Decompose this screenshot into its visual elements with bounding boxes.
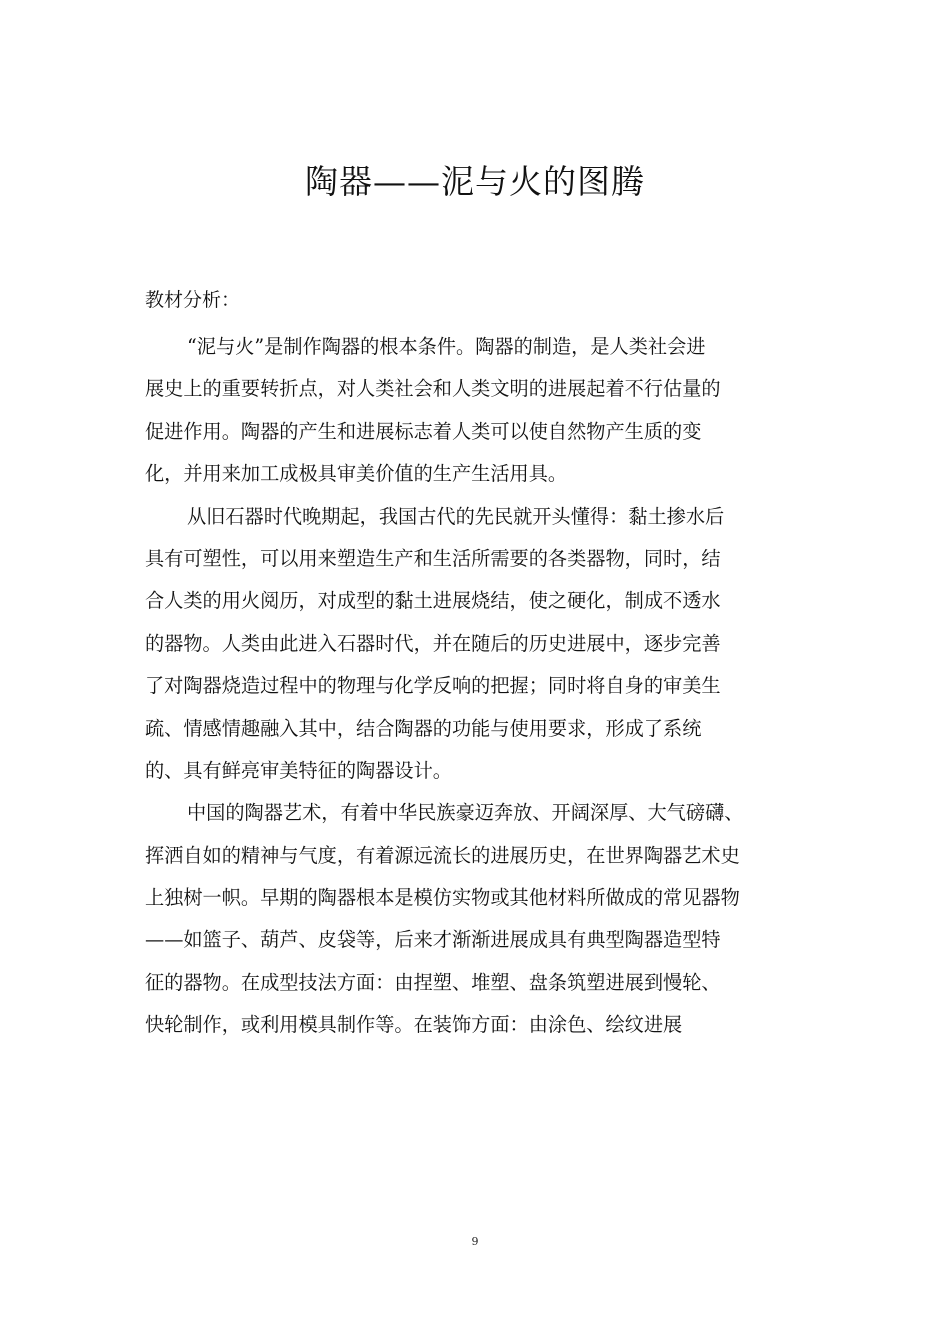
section-label: 教材分析：	[145, 289, 241, 311]
document-title: 陶器——泥与火的图腾	[305, 162, 645, 201]
paragraph-line: “泥与火”是制作陶器的根本条件。陶器的制造，是人类社会进	[187, 335, 706, 358]
paragraph-line: 中国的陶器艺术，有着中华民族豪迈奔放、开阔深厚、大气磅礴、	[187, 801, 744, 825]
paragraph-line: ——如篮子、葫芦、皮袋等，后来才渐渐进展成具有典型陶器造型特	[145, 928, 721, 952]
paragraph-line: 具有可塑性，可以用来塑造生产和生活所需要的各类器物，同时，结	[145, 546, 721, 570]
paragraph-line: 挥洒自如的精神与气度，有着源远流长的进展历史，在世界陶器艺术史	[145, 843, 740, 867]
paragraph-line: 的器物。人类由此进入石器时代，并在随后的历史进展中，逐步完善	[145, 631, 721, 655]
paragraph-line: 征的器物。在成型技法方面：由捏塑、堆塑、盘条筑塑进展到慢轮、	[145, 970, 721, 994]
paragraph-line: 快轮制作，或利用模具制作等。在装饰方面：由涂色、绘纹进展	[145, 1013, 683, 1037]
paragraph-line: 合人类的用火阅历，对成型的黏土进展烧结，使之硬化，制成不透水	[145, 589, 721, 613]
page-number: 9	[471, 1235, 479, 1248]
body-text	[145, 326, 825, 1047]
paragraph-line: 展史上的重要转折点，对人类社会和人类文明的进展起着不行估量的	[145, 377, 721, 401]
paragraph-line: 疏、情感情趣融入其中，结合陶器的功能与使用要求，形成了系统	[145, 716, 702, 740]
paragraph-3	[145, 792, 825, 1046]
paragraph-line: 了对陶器烧造过程中的物理与化学反响的把握；同时将自身的审美生	[145, 674, 721, 698]
paragraph-2	[145, 496, 825, 793]
paragraph-line: 从旧石器时代晚期起，我国古代的先民就开头懂得：黏土掺水后	[187, 504, 725, 528]
paragraph-1	[145, 326, 825, 496]
paragraph-line: 促进作用。陶器的产生和进展标志着人类可以使自然物产生质的变	[145, 419, 702, 443]
paragraph-line: 上独树一帜。早期的陶器根本是模仿实物或其他材料所做成的常见器物	[145, 886, 740, 910]
paragraph-line: 化，并用来加工成极具审美价值的生产生活用具。	[145, 462, 568, 486]
paragraph-line: 的、具有鲜亮审美特征的陶器设计。	[145, 758, 452, 782]
